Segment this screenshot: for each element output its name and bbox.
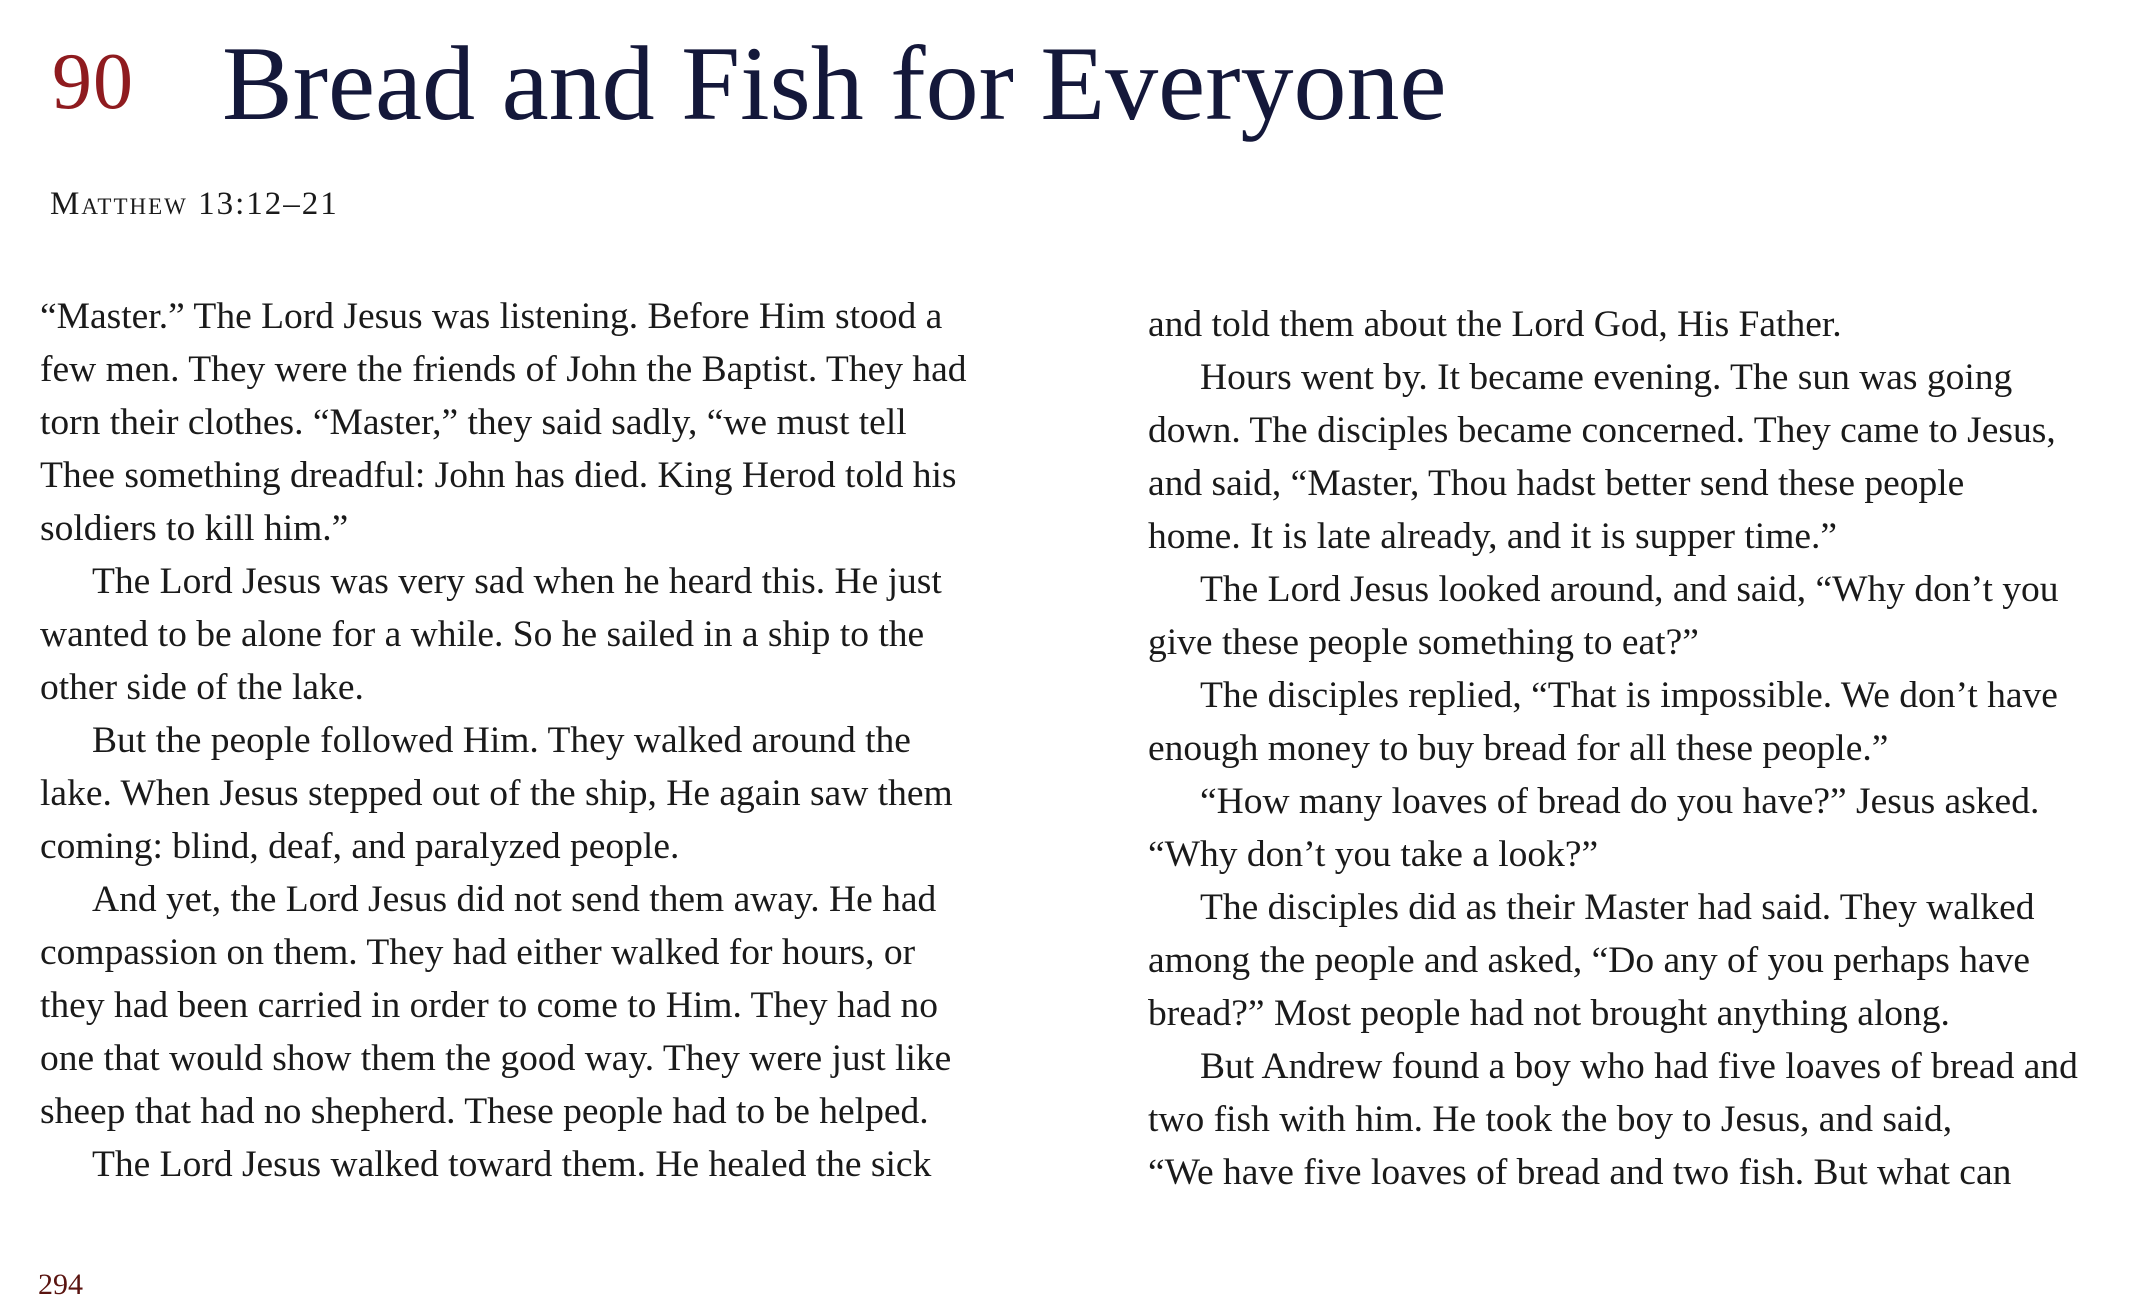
text-line: Hours went by. It became evening. The sun was going [1200, 357, 2013, 398]
text-line: few men. They were the friends of John the Baptist. They had [40, 349, 967, 390]
scripture-reference: Matthew 13:12–21 [50, 186, 339, 222]
text-line: But Andrew found a boy who had five loaves of bread and [1200, 1046, 2078, 1087]
text-line: And yet, the Lord Jesus did not send them away. He had [92, 879, 937, 920]
text-line: The disciples replied, “That is impossible. We don’t have [1200, 675, 2058, 716]
text-column-right [1148, 298, 2133, 1199]
text-line: and said, “Master, Thou hadst better send these people [1148, 463, 1965, 504]
text-line: and told them about the Lord God, His Father. [1148, 304, 1842, 345]
text-line: “Master.” The Lord Jesus was listening. Before Him stood a [40, 296, 943, 337]
text-line: The Lord Jesus looked around, and said, “Why don’t you [1200, 569, 2059, 610]
text-line: “How many loaves of bread do you have?” Jesus asked. [1200, 781, 2040, 822]
text-line: coming: blind, deaf, and paralyzed people. [40, 826, 680, 867]
text-line: compassion on them. They had either walked for hours, or [40, 932, 916, 973]
text-line: other side of the lake. [40, 667, 364, 708]
text-column-left [40, 290, 1100, 1191]
text-line: “Why don’t you take a look?” [1148, 834, 1599, 875]
text-line: But the people followed Him. They walked around the [92, 720, 911, 761]
text-line: two fish with him. He took the boy to Jesus, and said, [1148, 1099, 1953, 1140]
text-line: torn their clothes. “Master,” they said sadly, “we must tell [40, 402, 907, 443]
text-line: The Lord Jesus walked toward them. He healed the sick [92, 1144, 932, 1185]
text-line: give these people something to eat?” [1148, 622, 1699, 663]
text-line: lake. When Jesus stepped out of the ship, He again saw them [40, 773, 953, 814]
text-line: The disciples did as their Master had said. They walked [1200, 887, 2035, 928]
text-line: among the people and asked, “Do any of you perhaps have [1148, 940, 2031, 981]
chapter-number: 90 [52, 38, 134, 126]
chapter-title: Bread and Fish for Everyone [222, 25, 1447, 142]
text-line: enough money to buy bread for all these people.” [1148, 728, 1889, 769]
text-line: down. The disciples became concerned. They came to Jesus, [1148, 410, 2056, 451]
text-line: soldiers to kill him.” [40, 508, 349, 549]
text-line: home. It is late already, and it is supper time.” [1148, 516, 1838, 557]
text-line: “We have five loaves of bread and two fish. But what can [1148, 1152, 2012, 1193]
text-line: sheep that had no shepherd. These people had to be helped. [40, 1091, 929, 1132]
text-line: Thee something dreadful: John has died. King Herod told his [40, 455, 957, 496]
text-line: they had been carried in order to come to Him. They had no [40, 985, 938, 1026]
text-line: wanted to be alone for a while. So he sailed in a ship to the [40, 614, 925, 655]
text-line: one that would show them the good way. They were just like [40, 1038, 952, 1079]
text-line: The Lord Jesus was very sad when he heard this. He just [92, 561, 942, 602]
page-number: 294 [38, 1268, 83, 1301]
text-line: bread?” Most people had not brought anything along. [1148, 993, 1950, 1034]
